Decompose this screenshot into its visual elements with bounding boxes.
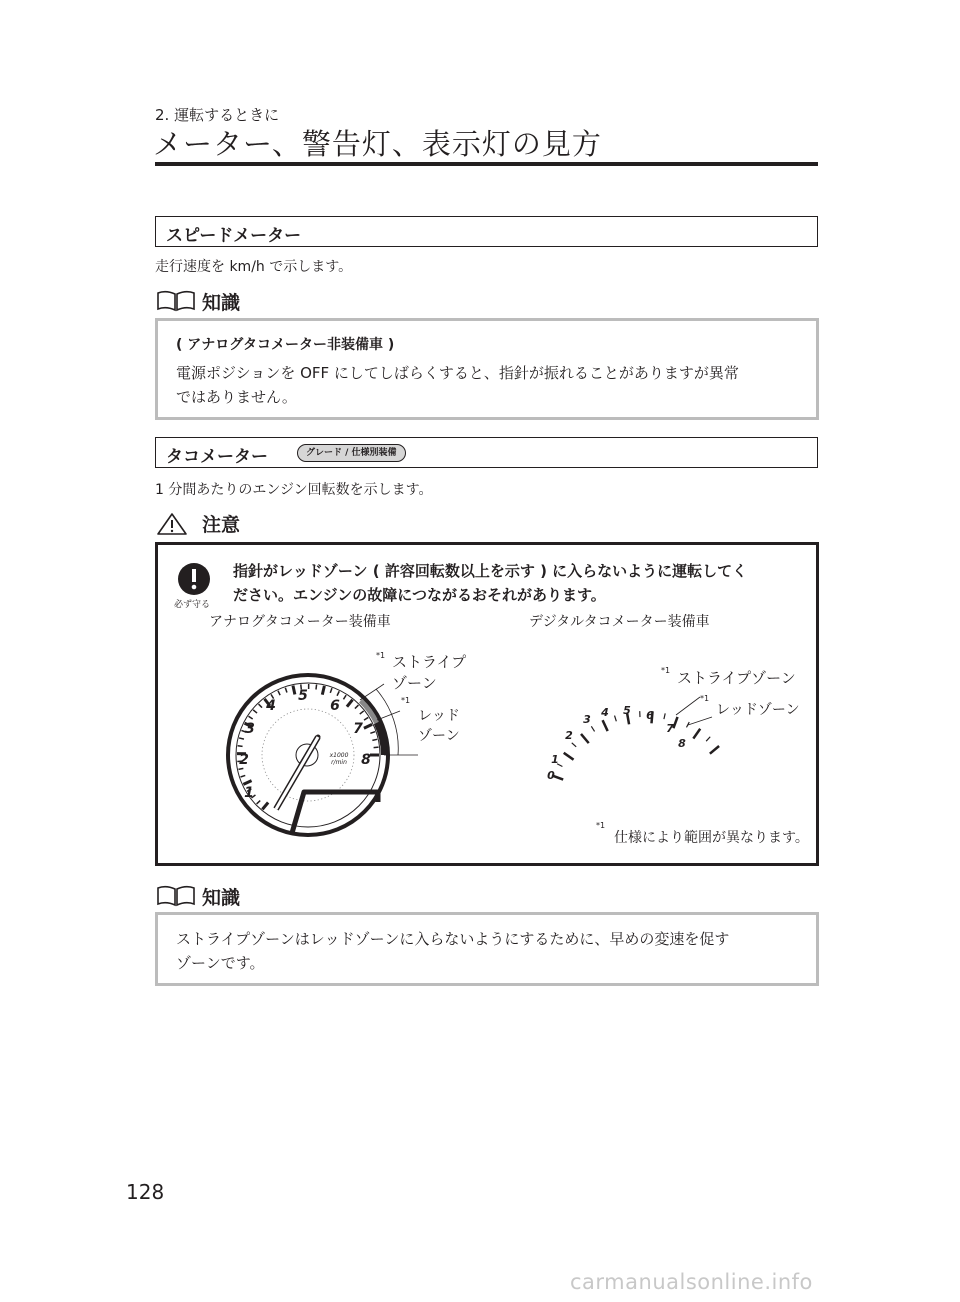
- footnote-text: 仕様により範囲が異なります。: [614, 830, 809, 846]
- caution-heading-label: 注意: [202, 514, 241, 536]
- caution-text: [233, 559, 747, 607]
- digital-caption: デジタルタコメーター装備車: [529, 614, 710, 630]
- analog-unit-line-2: r/min: [331, 759, 347, 766]
- analog-tick: [293, 686, 295, 695]
- analog-tick: [370, 732, 375, 734]
- tachometer-heading-label: タコメーター: [166, 447, 268, 467]
- analog-tick: [343, 695, 346, 699]
- analog-number-4: 4: [266, 698, 276, 714]
- speedometer-heading-label: スピードメーター: [166, 226, 302, 246]
- knowledge-subheading: ( アナログタコメーター非装備車 ): [176, 337, 395, 353]
- analog-stripe-label-line-1: ストライプ: [392, 653, 467, 671]
- analog-stripe-footnote-mark: *1: [376, 651, 386, 660]
- analog-number-8: 8: [361, 752, 371, 768]
- knowledge-heading-2: [156, 883, 356, 909]
- grade-badge: グレード / 仕様別装備: [297, 444, 406, 462]
- page-title: メーター、警告灯、表示灯の見方: [153, 127, 602, 161]
- analog-tick: [243, 781, 251, 785]
- analog-tick: [259, 704, 262, 708]
- digital-tachometer-illustration: [536, 659, 816, 809]
- analog-tick: [238, 768, 243, 769]
- analog-number-6: 6: [330, 698, 340, 714]
- analog-red-label-line-1: レッド: [418, 708, 460, 724]
- analog-red-label-line-2: ゾーン: [418, 728, 460, 744]
- analog-tick: [239, 738, 244, 739]
- digital-tick: [581, 734, 589, 743]
- analog-stripe-label-line-2: ゾーン: [392, 674, 437, 692]
- knowledge-2-line-2: ゾーンです。: [176, 954, 265, 972]
- digital-number-1: 1: [551, 753, 559, 766]
- analog-tick: [316, 685, 317, 690]
- analog-caption: アナログタコメーター装備車: [209, 614, 391, 630]
- analog-tick: [257, 801, 261, 804]
- chapter-label: 2. 運転するときに: [155, 106, 280, 124]
- digital-stripe-label: ストライプゾーン: [677, 669, 796, 687]
- analog-tick: [347, 700, 353, 707]
- analog-number-5: 5: [298, 688, 308, 704]
- digital-tick: [664, 713, 665, 719]
- digital-tick: [572, 743, 576, 747]
- knowledge-box-2: [155, 912, 819, 986]
- knowledge-heading-label: 知識: [202, 292, 241, 314]
- digital-tick: [591, 726, 594, 731]
- analog-tick: [337, 691, 339, 695]
- analog-tick: [360, 711, 364, 714]
- digital-number-7: 7: [666, 722, 674, 735]
- digital-tick: [564, 753, 574, 760]
- book-icon: [156, 290, 196, 312]
- analog-tick: [278, 691, 280, 696]
- tachometer-description: 1 分間あたりのエンジン回転数を示します。: [155, 482, 433, 498]
- digital-tick: [615, 716, 617, 722]
- must-follow-caption: 必ず守る: [174, 600, 211, 610]
- digital-tick: [693, 729, 700, 739]
- analog-number-2: 2: [239, 752, 249, 768]
- analog-tick: [285, 688, 287, 693]
- knowledge-line-2: ではありません。: [176, 388, 297, 406]
- analog-tick: [364, 717, 368, 720]
- digital-stripe-footnote-mark: *1: [661, 666, 671, 675]
- digital-number-2: 2: [565, 729, 573, 742]
- caution-box: [155, 542, 819, 866]
- analog-tick: [374, 747, 379, 748]
- digital-red-footnote-mark: *1: [700, 694, 710, 703]
- knowledge-2-line-1: ストライプゾーンはレッドゾーンに入らないようにするために、早めの変速を促す: [176, 930, 730, 948]
- warning-triangle-icon: [156, 512, 196, 536]
- caution-heading: [156, 510, 356, 536]
- knowledge-line-1: 電源ポジションを OFF にしてしばらくすると、指針が振れることがありますが異常: [176, 364, 739, 382]
- analog-tick: [330, 688, 332, 693]
- digital-tick: [710, 746, 719, 754]
- watermark: carmanualsonline.info: [570, 1270, 813, 1294]
- tachometer-heading: [155, 437, 818, 468]
- must-follow-icon: [176, 561, 212, 597]
- analog-tachometer-illustration: [208, 637, 498, 847]
- title-divider: [155, 162, 818, 166]
- analog-tick: [262, 802, 268, 809]
- digital-number-3: 3: [583, 713, 591, 726]
- analog-number-7: 7: [353, 721, 363, 737]
- book-icon: [156, 885, 196, 907]
- knowledge-box: [155, 318, 819, 420]
- analog-number-1: 1: [244, 785, 254, 801]
- speedometer-description: 走行速度を km/h で示します。: [155, 259, 353, 275]
- analog-red-footnote-mark: *1: [401, 696, 411, 705]
- caution-line-1: 指針がレッドゾーン ( 許容回転数以上を示す ) に入らないように運転してく: [233, 562, 748, 580]
- digital-tick-marks: [552, 711, 719, 779]
- analog-tick: [364, 724, 372, 728]
- analog-tick: [322, 686, 324, 695]
- page-number: 128: [126, 1180, 165, 1204]
- digital-number-0: 0: [547, 769, 555, 782]
- digital-tick: [673, 717, 677, 728]
- digital-red-label: レッドゾーン: [716, 702, 800, 718]
- speedometer-heading: [155, 216, 818, 247]
- analog-tick: [372, 739, 377, 740]
- analog-tick: [238, 746, 243, 747]
- digital-number-6: 6: [646, 709, 654, 722]
- digital-number-5: 5: [623, 704, 631, 717]
- analog-tick: [253, 710, 257, 713]
- analog-unit-line-1: x1000: [329, 752, 349, 759]
- footnote-mark: *1: [596, 821, 606, 830]
- digital-number-4: 4: [601, 706, 609, 719]
- analog-tick: [248, 716, 252, 719]
- knowledge-heading-2-label: 知識: [202, 887, 241, 909]
- knowledge-heading: [156, 288, 356, 314]
- digital-number-8: 8: [678, 737, 686, 750]
- analog-number-3: 3: [245, 721, 255, 737]
- caution-line-2: ださい。エンジンの故障につながるおそれがあります。: [233, 586, 606, 604]
- digital-tick: [603, 720, 608, 731]
- digital-tick: [706, 737, 710, 741]
- analog-tick: [355, 705, 359, 709]
- analog-tick: [240, 775, 245, 777]
